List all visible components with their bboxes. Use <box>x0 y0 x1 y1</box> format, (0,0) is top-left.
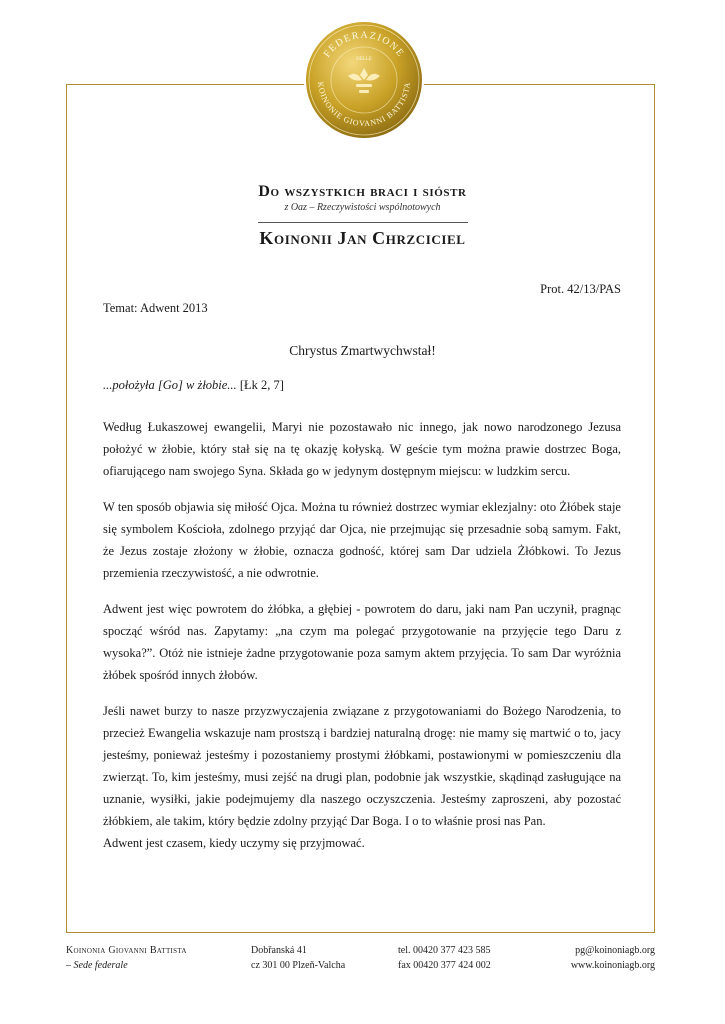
greeting: Chrystus Zmartwychwstał! <box>289 343 436 358</box>
addressee-subtitle: z Oaz – Rzeczywistości wspólnotowych <box>284 202 441 213</box>
paragraph: Według Łukaszowej ewangelii, Maryi nie pozostawało nic innego, jak nowo narodzonego Jezusa położyć w żłobie, który stał się na tę okazję kołyską. W geście tym można prawie dostrzec Boga, ofiarującego nam swojego Syna. Składa go w jedynym dostępnym miejscu: w ludzkim sercu. <box>103 420 621 478</box>
paragraph: Jeśli nawet burzy to nasze przyzwyczajenia związane z przygotowaniami do Bożego Narodzenia, to przecież Ewangelia wskazuje nam prostszą i bardziej naturalną drogę: nie mamy się martwić o to, jacy jesteśmy, ponieważ jesteśmy i pozostaniemy prostymi żłóbkami, postawionymi w pomieszczeniu dla zwierząt. To, kim jesteśmy, musi zejść na drugi plan, podobnie jak wszystkie, skądinąd zasługujące na uznanie, wysiłki, jakie podejmujemy dla naszego oczyszczenia. Jesteśmy zaproszeni, aby pozostać żłóbkiem, ale takim, który będzie zdolny przyjąć Dar Boga. I o to właśnie prosi nas Pan. <box>103 704 621 828</box>
footer-organization <box>66 943 187 973</box>
footer-address-line1: Dobřanská 41 <box>251 945 307 956</box>
quote-reference: [Łk 2, 7] <box>239 378 284 392</box>
protocol-number: Prot. 42/13/PAS <box>540 282 621 296</box>
quote-text: ...położyła [Go] w żłobie... <box>103 378 237 392</box>
seal-top-text: FEDERAZIONE <box>321 29 407 60</box>
footer-web-link[interactable]: www.koinoniagb.org <box>570 960 655 971</box>
footer-address-line2: cz 301 00 Plzeň-Valcha <box>251 960 346 971</box>
footer-org-sub: – Sede federale <box>66 960 128 971</box>
federation-seal <box>304 20 424 140</box>
seal-middle-text: DELLE <box>356 57 372 62</box>
scripture-quote <box>103 378 284 393</box>
footer-fax: fax 00420 377 424 002 <box>398 960 491 971</box>
community-name: Koinonii Jan Chrzciciel <box>259 228 466 248</box>
paragraph: Adwent jest więc powrotem do żłóbka, a głębiej - powrotem do daru, jaki nam Pan uczynił, pragnąc spocząć wśród nas. Zapytamy: „na czym ma polegać przygotowanie na przyjęcie tego Daru z wysoka?”. Otóż nie istnieje żadne przygotowanie poza samym aktem przyjęcia. To sam Dar wyróżnia żłóbek spośród innych żłobów. <box>103 602 621 682</box>
paragraph: W ten sposób objawia się miłość Ojca. Można tu również dostrzec wymiar eklezjalny: oto Żłóbek staje się symbolem Kościoła, zdolnego przyjąć dar Ojca, nie przejmując się przesadnie sobą samym. Fakt, że Jezus zostaje złożony w żłobie, oznacza godność, której sam Dar udziela Żłóbkowi. To Jezus przemienia rzeczywistość, a nie odwrotnie. <box>103 500 621 580</box>
seal-bottom-text: KOINONIE GIOVANNI BATTISTA <box>315 81 413 129</box>
subject-line: Temat: Adwent 2013 <box>103 301 208 315</box>
footer-tel: tel. 00420 377 423 585 <box>398 945 491 956</box>
footer-address <box>251 943 345 973</box>
letter-body <box>103 416 621 854</box>
footer-email-link[interactable]: pg@koinoniagb.org <box>575 945 655 956</box>
footer-phone <box>398 943 491 973</box>
footer-contact <box>571 943 655 973</box>
header-divider <box>258 222 468 223</box>
paragraph: Adwent jest czasem, kiedy uczymy się przyjmować. <box>103 836 365 850</box>
addressee-title: Do wszystkich braci i sióstr <box>258 183 467 200</box>
footer-org-name: Koinonia Giovanni Battista <box>66 945 187 956</box>
